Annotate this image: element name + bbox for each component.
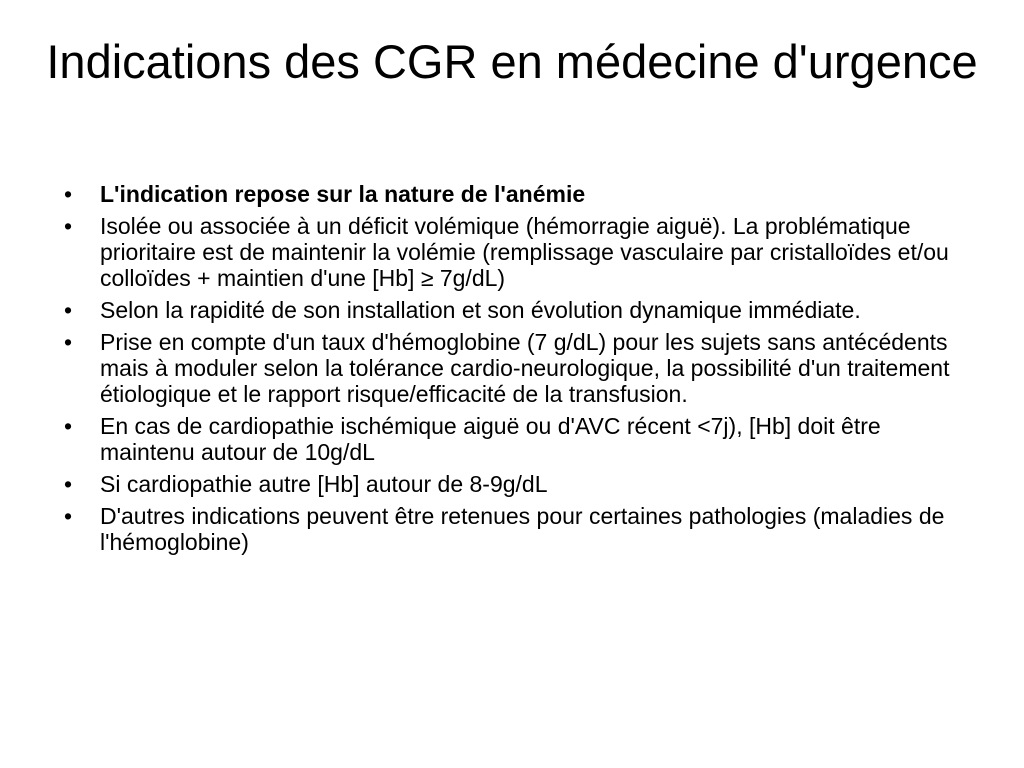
bullet-item <box>58 297 978 323</box>
bullet-text: L'indication repose sur la nature de l'anémie <box>100 181 586 207</box>
bullet-marker: • <box>63 181 73 207</box>
bullet-item <box>58 213 978 291</box>
bullet-item <box>58 329 978 407</box>
bullet-list <box>58 181 978 561</box>
bullet-item <box>58 181 978 207</box>
bullet-text: Selon la rapidité de son installation et son évolution dynamique immédiate. <box>100 297 861 323</box>
bullet-item <box>58 471 978 497</box>
bullet-marker: • <box>63 213 73 239</box>
bullet-item <box>58 413 978 465</box>
bullet-marker: • <box>63 471 73 497</box>
bullet-text: D'autres indications peuvent être retenues pour certaines pathologies (maladies de l'hémoglobine) <box>100 503 945 555</box>
bullet-marker: • <box>63 413 73 439</box>
bullet-marker: • <box>63 329 73 355</box>
bullet-marker: • <box>63 503 73 529</box>
bullet-text: Isolée ou associée à un déficit volémique (hémorragie aiguë). La problématique prioritaire est de maintenir la volémie (remplissage vasculaire par cristalloïdes et/ou colloïdes + maintien d'une [Hb] ≥ 7g/dL) <box>100 213 949 291</box>
bullet-text: Si cardiopathie autre [Hb] autour de 8-9g/dL <box>100 471 548 497</box>
bullet-marker: • <box>63 297 73 323</box>
bullet-text: En cas de cardiopathie ischémique aiguë ou d'AVC récent <7j), [Hb] doit être maintenu autour de 10g/dL <box>100 413 881 465</box>
bullet-item <box>58 503 978 555</box>
slide-title: Indications des CGR en médecine d'urgence <box>46 35 978 88</box>
bullet-text: Prise en compte d'un taux d'hémoglobine (7 g/dL) pour les sujets sans antécédents mais à moduler selon la tolérance cardio-neurologique, la possibilité d'un traitement étiologique et le rapport risque/efficacité de la transfusion. <box>100 329 950 407</box>
